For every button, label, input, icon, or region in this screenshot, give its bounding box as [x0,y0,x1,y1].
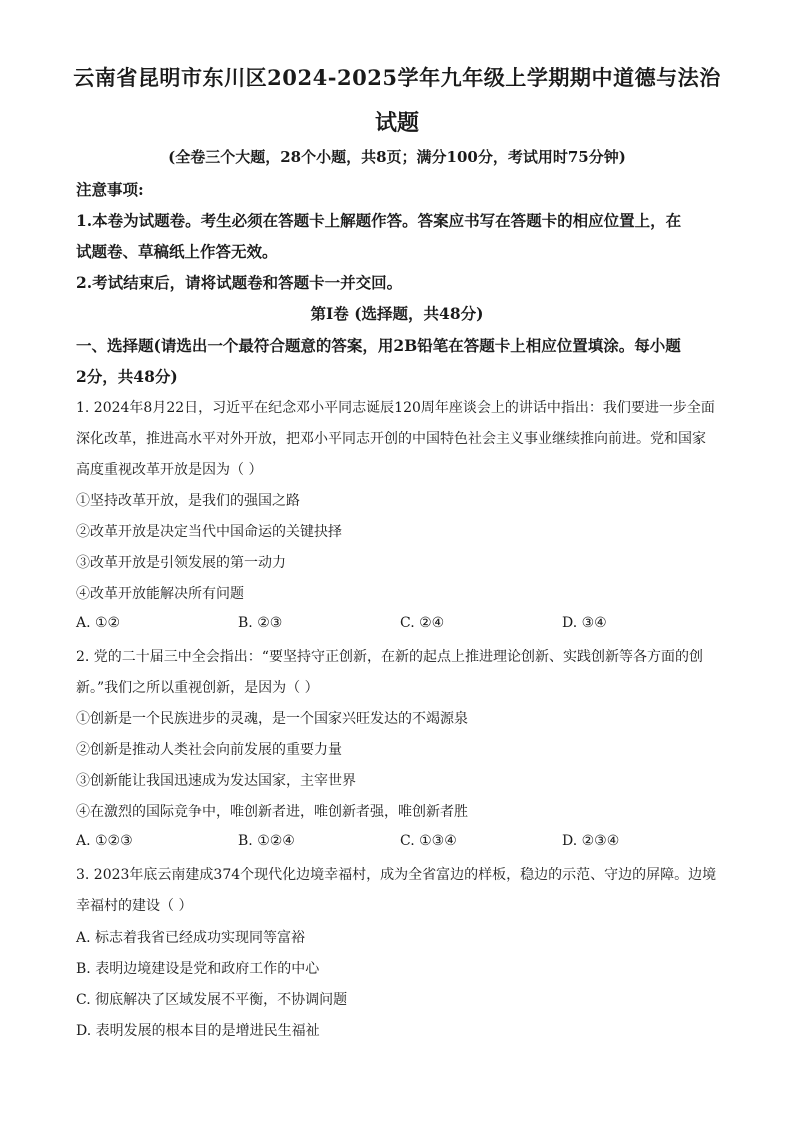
part-title: 第Ⅰ卷 (选择题，共48分) [310,304,484,323]
exam-info: (全卷三个大题，28个小题，共8页；满分100分，考试用时75分钟) [168,148,626,166]
question-1-item: ②改革开放是决定当代中国命运的关键抉择 [76,524,342,540]
section-heading: 一、选择题(请选出一个最符合题意的答案，用2B铅笔在答题卡上相应位置填涂。每小题 [76,336,681,355]
question-2-item: ③创新能让我国迅速成为发达国家，主宰世界 [76,773,356,789]
notes-heading: 注意事项: [76,180,144,199]
option-d: D. ③④ [562,615,607,631]
option-c: C. ①③④ [400,833,457,849]
option-a: A. ①② [76,615,121,631]
question-2-stem: 2. 党的二十届三中全会指出：“要坚持守正创新，在新的起点上推进理论创新、实践创新等各方面的创 [76,649,703,665]
question-1-stem: 高度重视改革开放是因为（ ） [76,462,263,478]
option-c: C. ②④ [400,615,445,631]
note-item-1-continued: 试题卷、草稿纸上作答无效。 [76,242,278,261]
question-1-item: ①坚持改革开放，是我们的强国之路 [76,493,300,509]
question-3-stem: 3. 2023年底云南建成374个现代化边境幸福村，成为全省富边的样板，稳边的示范、守边的屏障。边境 [76,867,717,883]
question-2-item: ①创新是一个民族进步的灵魂，是一个国家兴旺发达的不竭源泉 [76,711,468,727]
exam-title-continued: 试题 [374,110,419,136]
question-2-stem: 新。”我们之所以重视创新，是因为（ ） [76,680,319,696]
option-d: D. ②③④ [562,833,620,849]
question-2-item: ④在激烈的国际竞争中，唯创新者进，唯创新者强，唯创新者胜 [76,804,468,820]
question-1-item: ③改革开放是引领发展的第一动力 [76,555,286,571]
question-3-option-c: C. 彻底解决了区域发展不平衡，不协调问题 [76,992,348,1008]
note-item-2: 2.考试结束后，请将试题卷和答题卡一并交回。 [76,273,403,292]
question-1-item: ④改革开放能解决所有问题 [76,586,244,602]
question-3-option-d: D. 表明发展的根本目的是增进民生福祉 [76,1023,320,1039]
question-2-item: ②创新是推动人类社会向前发展的重要力量 [76,742,342,758]
question-1-stem: 1. 2024年8月22日，习近平在纪念邓小平同志诞辰120周年座谈会上的讲话中指出：我们要进一步全面 [76,400,715,416]
question-3-option-b: B. 表明边境建设是党和政府工作的中心 [76,961,320,977]
option-b: B. ①②④ [238,833,295,849]
note-item-1: 1.本卷为试题卷。考生必须在答题卡上解题作答。答案应书写在答题卡的相应位置上，在 [76,211,682,230]
question-3-option-a: A. 标志着我省已经成功实现同等富裕 [76,930,306,946]
option-a: A. ①②③ [76,833,133,849]
question-1-stem: 深化改革，推进高水平对外开放，把邓小平同志开创的中国特色社会主义事业继续推向前进。党和国家 [76,431,706,447]
section-heading-continued: 2分，共48分) [76,367,178,386]
exam-title: 云南省昆明市东川区2024-2025学年九年级上学期期中道德与法治 [73,65,721,90]
option-b: B. ②③ [238,615,283,631]
question-3-stem: 幸福村的建设（ ） [76,898,193,914]
